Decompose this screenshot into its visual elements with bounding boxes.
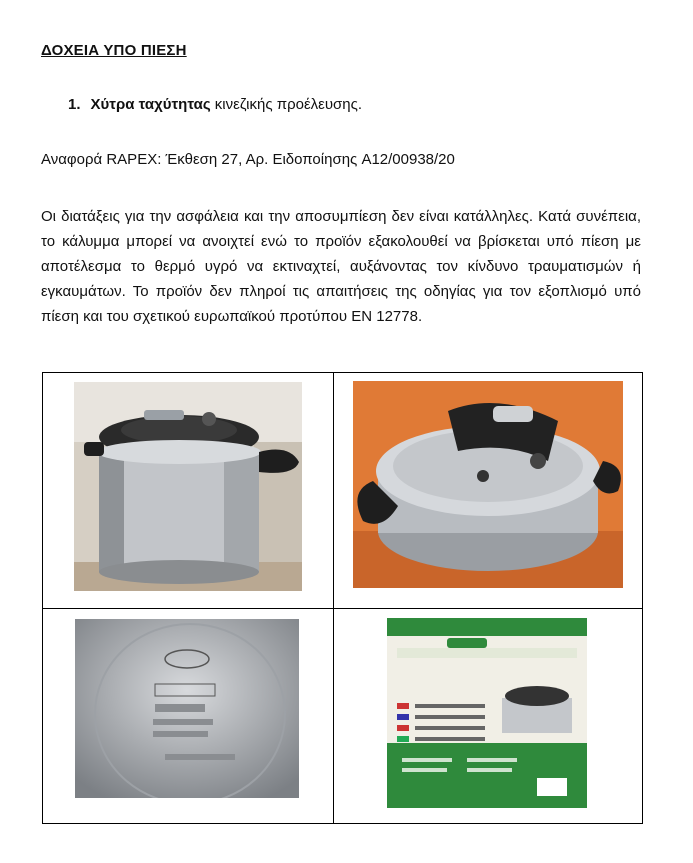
table-divider-horizontal <box>43 608 642 609</box>
item-origin: κινεζικής προέλευσης. <box>210 96 363 113</box>
photo-pot-top-view <box>353 381 623 588</box>
item-number: 1. <box>68 96 81 113</box>
table-divider-vertical <box>333 373 334 823</box>
hazard-description: Οι διατάξεις για την ασφάλεια και την αποσυμπίεση δεν είναι κατάλληλες. Κατά συνέπεια, το κάλυμμα μπορεί να ανοιχτεί ενώ το προϊόν εξακολουθεί να βρίσκεται υπό πίεση με αποτέλεσμα το θερμό υγρό να εκτιναχτεί, αυξάνοντας τον κίνδυνο τραυματισμών ή εγκαυμάτων. Το προϊόν δεν πληροί τις απαιτήσεις της οδηγίας για τον εξοπλισμό υπό πίεση και του σχετικού ευρωπαϊκού προτύπου EN 12778. <box>41 208 641 325</box>
document-heading: ΔΟΧΕΙΑ ΥΠΟ ΠΙΕΣΗ <box>41 42 187 59</box>
photo-pot-side-view <box>74 382 302 591</box>
rapex-reference: Αναφορά RAPEX: Έκθεση 27, Αρ. Ειδοποίησης A12/00938/20 <box>41 151 455 168</box>
item-product-name: Χύτρα ταχύτητας <box>90 96 211 113</box>
product-list-item <box>68 96 362 113</box>
photo-pot-base-markings <box>75 619 299 798</box>
product-photo-table <box>42 372 643 824</box>
photo-product-packaging <box>387 618 587 808</box>
